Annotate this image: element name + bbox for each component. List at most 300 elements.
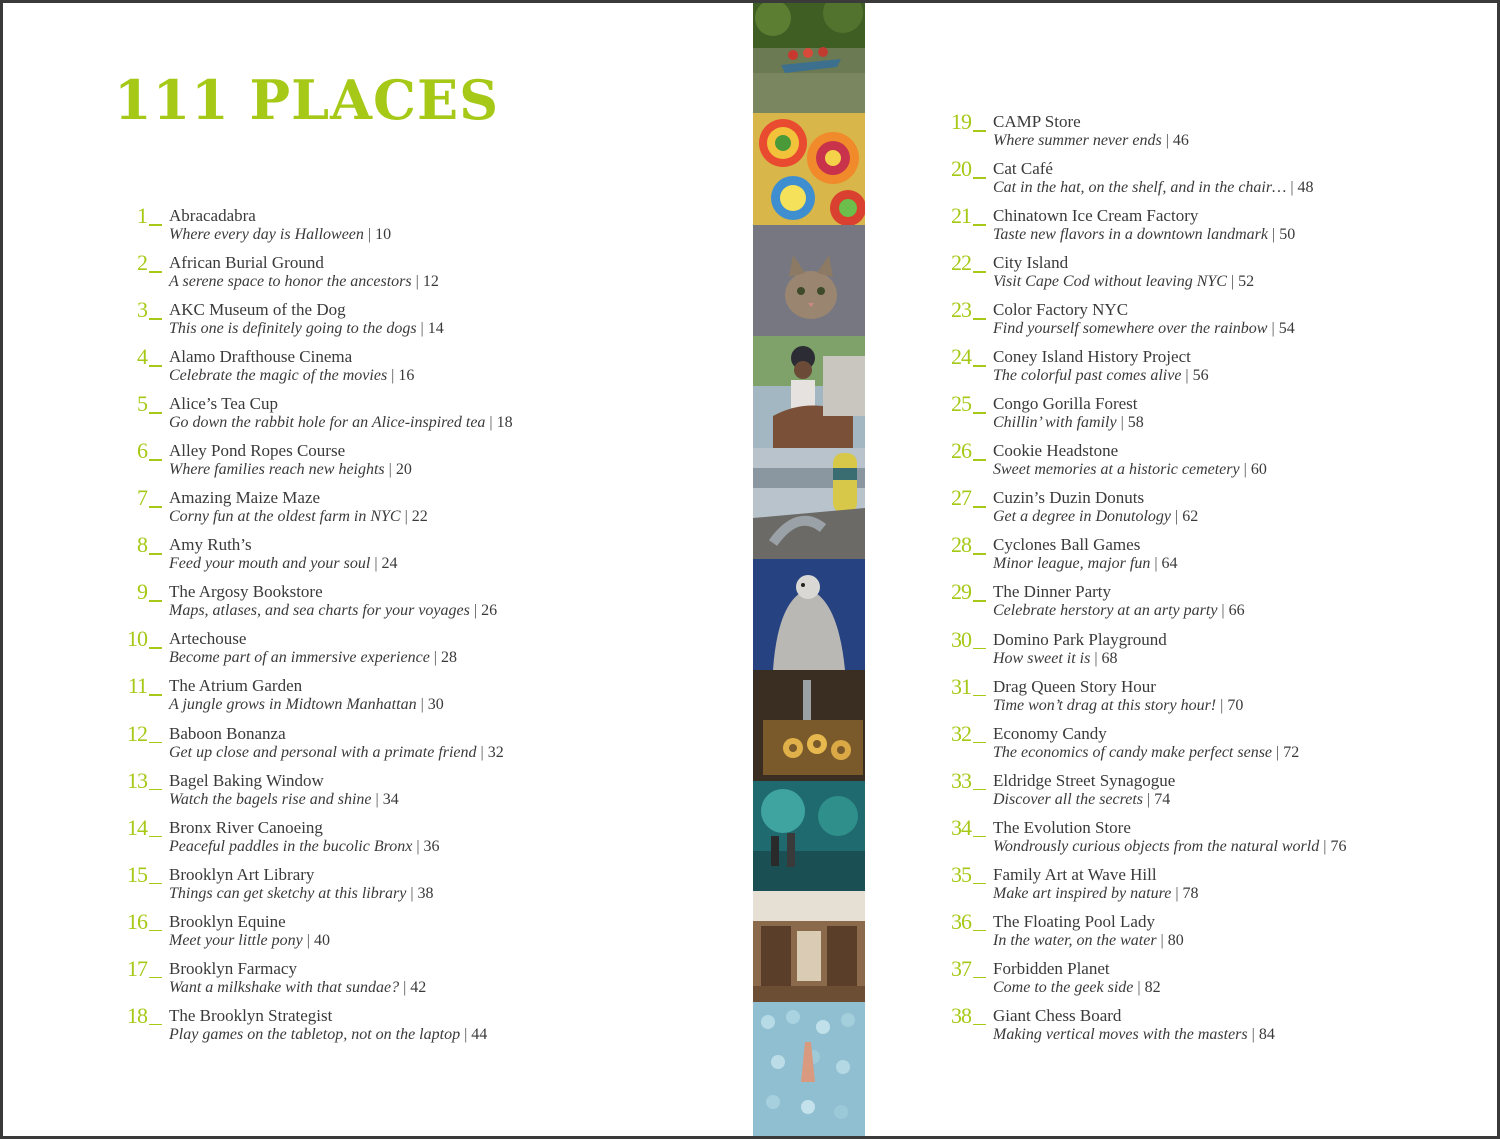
entry-rule: [149, 977, 162, 979]
entry-page-number: 28: [441, 649, 457, 667]
toc-entry: [113, 439, 733, 486]
entry-subtitle: [169, 507, 428, 527]
entry-rule: [149, 930, 162, 932]
entry-number: 8: [137, 532, 147, 558]
entry-rule: [149, 836, 162, 838]
entry-subtitle: [169, 554, 398, 574]
entry-description: Discover all the secrets: [993, 790, 1144, 808]
toc-entry: [937, 816, 1497, 863]
entry-description: Come to the geek side: [993, 978, 1134, 996]
entry-number: 23: [951, 297, 971, 323]
entry-title: Artechouse: [169, 629, 247, 649]
toc-entry: [113, 863, 733, 910]
entry-rule: [973, 977, 986, 979]
toc-entry: [937, 251, 1497, 298]
entry-rule: [149, 459, 162, 461]
entry-page-number: 58: [1127, 414, 1144, 432]
entry-description: Chillin’ with family: [993, 414, 1117, 432]
entry-separator: |: [1175, 884, 1179, 902]
entry-separator: |: [489, 414, 493, 432]
entry-number: 9: [137, 579, 147, 605]
entry-description: Taste new flavors in a downtown landmark: [993, 226, 1268, 244]
photo-strip: [753, 3, 865, 1139]
toc-entry: [113, 816, 733, 863]
entry-title: The Atrium Garden: [169, 676, 303, 696]
entry-separator: |: [1243, 461, 1247, 479]
entry-page-number: 54: [1278, 320, 1295, 338]
entry-title: Brooklyn Equine: [169, 911, 286, 931]
entry-subtitle: [993, 460, 1267, 480]
entry-separator: |: [433, 649, 437, 667]
entry-rule: [973, 459, 986, 461]
entry-number: 2: [137, 250, 147, 276]
toc-entry: [113, 957, 733, 1004]
entry-separator: |: [1160, 931, 1164, 949]
entry-subtitle: [993, 931, 1184, 951]
entry-number: 6: [137, 438, 147, 464]
entry-rule: [149, 553, 162, 555]
entry-number: 35: [951, 861, 971, 887]
entry-description: Cat in the hat, on the shelf, and in the chair…: [993, 179, 1287, 197]
entry-separator: |: [420, 320, 424, 338]
entry-page-number: 60: [1250, 461, 1267, 479]
entry-separator: |: [1154, 555, 1158, 573]
entry-title: Coney Island History Project: [993, 347, 1191, 367]
right-page: [865, 3, 1500, 1139]
entry-rule: [973, 648, 986, 650]
entry-description: Meet your little pony: [169, 931, 303, 949]
entry-number: 20: [951, 156, 971, 182]
entry-description: Go down the rabbit hole for an Alice-inspired tea: [169, 414, 486, 432]
entry-title: Amazing Maize Maze: [169, 488, 321, 508]
entry-page-number: 64: [1161, 555, 1178, 573]
toc-entry: [113, 1004, 733, 1051]
entry-page-number: 42: [410, 978, 427, 996]
entry-rule: [149, 600, 162, 602]
immersive-aquarium-room-photo: [753, 781, 865, 891]
entry-subtitle: [169, 978, 426, 998]
entry-title: Bagel Baking Window: [169, 770, 324, 790]
entry-subtitle: [993, 696, 1243, 716]
entry-rule: [149, 694, 162, 696]
entry-subtitle: [169, 790, 399, 810]
toc-entry: [113, 533, 733, 580]
entry-number: 22: [951, 250, 971, 276]
toc-entry: [113, 345, 733, 392]
entry-separator: |: [1276, 743, 1280, 761]
toc-entry: [937, 628, 1497, 675]
entry-title: Cookie Headstone: [993, 441, 1119, 461]
entry-description: Feed your mouth and your soul: [169, 555, 371, 573]
entry-number: 21: [951, 203, 971, 229]
entry-subtitle: [169, 931, 330, 951]
entry-subtitle: [169, 460, 412, 480]
toc-entry: [937, 722, 1497, 769]
toc-entry: [113, 627, 733, 674]
entry-description: Play games on the tabletop, not on the laptop: [169, 1025, 461, 1043]
entry-subtitle: [993, 272, 1254, 292]
entry-title: African Burial Ground: [169, 253, 324, 273]
entry-page-number: 32: [487, 743, 504, 761]
entry-page-number: 62: [1182, 508, 1199, 526]
toc-entry: [113, 580, 733, 627]
entry-title: Chinatown Ice Cream Factory: [993, 206, 1199, 226]
entry-separator: |: [464, 1025, 468, 1043]
entry-subtitle: [993, 978, 1161, 998]
entry-description: Make art inspired by nature: [993, 884, 1172, 902]
entry-number: 4: [137, 344, 147, 370]
entry-separator: |: [1221, 602, 1225, 620]
entry-separator: |: [374, 555, 378, 573]
entry-separator: |: [1290, 179, 1294, 197]
toc-entry: [937, 157, 1497, 204]
entry-rule: [149, 742, 162, 744]
entry-page-number: 52: [1238, 273, 1255, 291]
entry-rule: [973, 1024, 986, 1026]
entry-separator: |: [388, 461, 392, 479]
entry-title: Economy Candy: [993, 723, 1107, 743]
entry-description: Become part of an immersive experience: [169, 649, 430, 667]
entry-separator: |: [1220, 696, 1224, 714]
toc-entry: [937, 204, 1497, 251]
entry-title: Congo Gorilla Forest: [993, 394, 1138, 414]
entry-description: Peaceful paddles in the bucolic Bronx: [169, 837, 413, 855]
entry-rule: [973, 365, 986, 367]
entry-number: 14: [127, 814, 147, 840]
entry-rule: [973, 177, 986, 179]
entry-separator: |: [473, 602, 478, 620]
entry-title: Bronx River Canoeing: [169, 817, 323, 837]
entry-page-number: 46: [1172, 132, 1189, 149]
entry-subtitle: [993, 413, 1144, 433]
toc-entry: [937, 392, 1497, 439]
child-riding-horse-photo: [753, 336, 865, 448]
entry-description: Visit Cape Cod without leaving NYC: [993, 273, 1227, 291]
entry-title: CAMP Store: [993, 112, 1081, 131]
donut-fryer-photo: [753, 670, 865, 781]
entry-description: How sweet it is: [993, 649, 1091, 667]
entry-subtitle: [169, 695, 444, 715]
entry-separator: |: [1175, 508, 1179, 526]
entry-page-number: 10: [375, 226, 392, 243]
entry-title: Brooklyn Art Library: [169, 864, 315, 884]
entry-number: 12: [127, 720, 147, 746]
entry-separator: |: [416, 837, 420, 855]
entry-number: 37: [951, 955, 971, 981]
entry-title: Alice’s Tea Cup: [169, 394, 278, 414]
entry-separator: |: [391, 367, 395, 385]
entry-description: Where summer never ends: [993, 132, 1162, 149]
entry-separator: |: [306, 931, 310, 949]
waterfront-playground-slide-photo: [753, 448, 865, 559]
entry-number: 11: [127, 673, 147, 699]
entry-subtitle: [993, 1025, 1275, 1045]
entry-page-number: 70: [1227, 696, 1244, 714]
entry-subtitle: [169, 648, 457, 668]
entry-rule: [973, 789, 986, 791]
entry-rule: [149, 506, 162, 508]
entry-rule: [149, 647, 162, 649]
entry-page-number: 50: [1279, 226, 1296, 244]
entry-title: Alley Pond Ropes Course: [169, 441, 346, 461]
entry-page-number: 84: [1258, 1025, 1275, 1043]
entry-rule: [149, 1024, 162, 1026]
entry-number: 13: [127, 767, 147, 793]
entry-separator: |: [1271, 226, 1276, 244]
entry-subtitle: [169, 884, 434, 904]
entry-title: AKC Museum of the Dog: [169, 300, 346, 320]
entry-rule: [973, 271, 986, 273]
entry-page-number: 22: [411, 508, 428, 526]
entry-title: Brooklyn Farmacy: [169, 958, 297, 978]
entry-description: Celebrate the magic of the movies: [169, 367, 388, 385]
toc-entry: [113, 392, 733, 439]
entry-subtitle: [169, 1025, 487, 1045]
entry-rule: [149, 412, 162, 414]
toc-entry: [937, 533, 1497, 580]
entry-number: 25: [951, 391, 971, 417]
entry-subtitle: [993, 554, 1178, 574]
entry-description: This one is definitely going to the dogs: [169, 320, 417, 338]
entry-rule: [973, 742, 986, 744]
kitten-photo: [753, 225, 865, 336]
entry-title: Color Factory NYC: [993, 300, 1129, 320]
entry-title: Cat Café: [993, 159, 1053, 179]
toc-entry: [937, 345, 1497, 392]
entry-separator: |: [404, 508, 408, 526]
entry-title: Drag Queen Story Hour: [993, 676, 1156, 696]
lollipops-photo: [753, 113, 865, 225]
entry-title: Baboon Bonanza: [169, 723, 286, 743]
toc-entry: [937, 580, 1497, 627]
entry-page-number: 30: [427, 696, 444, 714]
left-page: [3, 3, 753, 1139]
entry-description: Maps, atlases, and sea charts for your voyages: [169, 602, 470, 620]
entry-separator: |: [375, 790, 379, 808]
entry-title: The Evolution Store: [993, 817, 1131, 837]
entry-rule: [149, 883, 162, 885]
entry-title: Abracadabra: [169, 206, 256, 225]
entry-separator: |: [1185, 367, 1189, 385]
entry-subtitle: [993, 178, 1314, 198]
entry-page-number: 74: [1154, 790, 1171, 808]
entry-number: 19: [951, 109, 971, 134]
entry-separator: |: [420, 696, 424, 714]
entry-number: 24: [951, 344, 971, 370]
entry-number: 5: [137, 391, 147, 417]
entry-page-number: 36: [423, 837, 440, 855]
entry-number: 30: [951, 626, 971, 652]
entry-number: 31: [951, 673, 971, 699]
entry-page-number: 34: [382, 790, 399, 808]
entry-number: 29: [951, 579, 971, 605]
entry-page-number: 82: [1144, 978, 1161, 996]
entry-page-number: 18: [496, 414, 513, 432]
entry-description: Watch the bagels rise and shine: [169, 790, 372, 808]
entry-page-number: 48: [1297, 179, 1314, 197]
entry-description: Minor league, major fun: [993, 555, 1151, 573]
entry-description: Wondrously curious objects from the natural world: [993, 837, 1320, 855]
entry-page-number: 20: [395, 461, 412, 479]
toc-entry: [113, 298, 733, 345]
toc-entry: [113, 722, 733, 769]
toc-list-left: [113, 204, 733, 1051]
entry-separator: |: [410, 884, 414, 902]
entry-number: 38: [951, 1002, 971, 1028]
entry-title: The Argosy Bookstore: [169, 582, 323, 602]
bookstore-interior-photo: [753, 891, 865, 1002]
entry-number: 3: [137, 297, 147, 323]
entry-number: 26: [951, 438, 971, 464]
canoe-river-photo: [753, 3, 865, 113]
entry-page-number: 38: [417, 884, 434, 902]
entry-number: 15: [127, 861, 147, 887]
entry-page-number: 78: [1182, 884, 1199, 902]
entry-rule: [973, 695, 986, 697]
entry-subtitle: [169, 319, 444, 339]
entry-number: 7: [137, 485, 147, 511]
entry-number: 1: [137, 203, 147, 228]
toc-entry: [937, 298, 1497, 345]
toc-list-right: [937, 110, 1497, 1051]
entry-page-number: 68: [1101, 649, 1118, 667]
entry-subtitle: [169, 272, 439, 292]
entry-description: The colorful past comes alive: [993, 367, 1182, 385]
entry-rule: [149, 365, 162, 367]
entry-rule: [973, 553, 986, 555]
entry-subtitle: [993, 743, 1299, 763]
entry-number: 28: [951, 532, 971, 558]
entry-title: Eldridge Street Synagogue: [993, 770, 1176, 790]
entry-title: Amy Ruth’s: [169, 535, 252, 555]
entry-subtitle: [993, 884, 1199, 904]
toc-entry: [937, 863, 1497, 910]
entry-page-number: 40: [313, 931, 330, 949]
entry-number: 33: [951, 767, 971, 793]
entry-title: City Island: [993, 253, 1069, 273]
entry-title: The Brooklyn Strategist: [169, 1005, 333, 1025]
toc-entry: [937, 769, 1497, 816]
entry-rule: [973, 930, 986, 932]
dog-statue-photo: [753, 559, 865, 670]
entry-subtitle: [993, 225, 1295, 245]
entry-page-number: 26: [481, 602, 498, 620]
entry-description: Celebrate herstory at an arty party: [993, 602, 1218, 620]
toc-entry: [937, 486, 1497, 533]
entry-page-number: 14: [427, 320, 444, 338]
entry-separator: |: [403, 978, 407, 996]
entry-subtitle: [993, 837, 1346, 857]
entry-subtitle: [993, 601, 1245, 621]
entry-title: Alamo Drafthouse Cinema: [169, 347, 353, 367]
entry-number: 34: [951, 814, 971, 840]
toc-entry: [113, 486, 733, 533]
toc-entry: [937, 110, 1497, 157]
entry-page-number: 44: [471, 1025, 488, 1043]
entry-subtitle: [169, 366, 414, 386]
page-heading: 111 PLACES: [114, 68, 500, 132]
entry-subtitle: [169, 225, 391, 245]
entry-page-number: 72: [1283, 743, 1300, 761]
toc-entry: [937, 675, 1497, 722]
entry-rule: [973, 318, 986, 320]
entry-separator: |: [1251, 1025, 1255, 1043]
entry-subtitle: [169, 413, 513, 433]
entry-number: 16: [127, 908, 147, 934]
entry-page-number: 16: [398, 367, 415, 385]
entry-description: In the water, on the water: [993, 931, 1157, 949]
entry-subtitle: [993, 319, 1295, 339]
entry-rule: [149, 224, 162, 226]
entry-separator: |: [1165, 132, 1169, 149]
entry-title: Forbidden Planet: [993, 958, 1110, 978]
entry-number: 27: [951, 485, 971, 511]
entry-rule: [149, 271, 162, 273]
entry-number: 36: [951, 908, 971, 934]
entry-page-number: 24: [381, 555, 398, 573]
entry-separator: |: [1094, 649, 1098, 667]
entry-title: Family Art at Wave Hill: [993, 864, 1157, 884]
entry-number: 18: [127, 1002, 147, 1028]
toc-entry: [937, 910, 1497, 957]
entry-separator: |: [1230, 273, 1235, 291]
entry-description: A serene space to honor the ancestors: [169, 273, 412, 291]
entry-number: 10: [127, 626, 147, 652]
toc-entry: [937, 957, 1497, 1004]
entry-separator: |: [415, 273, 419, 291]
entry-title: Giant Chess Board: [993, 1005, 1122, 1025]
entry-page-number: 66: [1228, 602, 1245, 620]
entry-title: Cyclones Ball Games: [993, 535, 1141, 555]
entry-page-number: 76: [1330, 837, 1347, 855]
toc-entry: [113, 251, 733, 298]
ball-pit-photo: [753, 1002, 865, 1139]
entry-rule: [149, 318, 162, 320]
entry-subtitle: [993, 649, 1118, 669]
entry-rule: [973, 600, 986, 602]
entry-number: 32: [951, 720, 971, 746]
entry-description: Want a milkshake with that sundae?: [169, 978, 400, 996]
entry-rule: [973, 412, 986, 414]
entry-description: Get a degree in Donutology: [993, 508, 1172, 526]
entry-subtitle: [169, 837, 440, 857]
entry-title: Cuzin’s Duzin Donuts: [993, 488, 1145, 508]
entry-separator: |: [367, 226, 372, 243]
entry-subtitle: [169, 743, 504, 763]
entry-separator: |: [1271, 320, 1275, 338]
entry-separator: |: [1120, 414, 1124, 432]
entry-rule: [973, 506, 986, 508]
entry-description: Time won’t drag at this story hour!: [993, 696, 1217, 714]
entry-description: Things can get sketchy at this library: [169, 884, 407, 902]
entry-description: Corny fun at the oldest farm in NYC: [169, 508, 401, 526]
entry-description: The economics of candy make perfect sense: [993, 743, 1273, 761]
toc-entry: [113, 204, 733, 251]
entry-description: Where every day is Halloween: [169, 226, 364, 243]
toc-entry: [113, 910, 733, 957]
entry-description: Sweet memories at a historic cemetery: [993, 461, 1240, 479]
entry-subtitle: [993, 790, 1170, 810]
entry-rule: [149, 789, 162, 791]
entry-title: Domino Park Playground: [993, 629, 1167, 649]
entry-rule: [973, 836, 986, 838]
entry-description: Find yourself somewhere over the rainbow: [993, 320, 1268, 338]
entry-separator: |: [1323, 837, 1327, 855]
entry-description: Making vertical moves with the masters: [993, 1025, 1248, 1043]
entry-separator: |: [480, 743, 484, 761]
entry-subtitle: [993, 366, 1209, 386]
entry-page-number: 56: [1192, 367, 1209, 385]
